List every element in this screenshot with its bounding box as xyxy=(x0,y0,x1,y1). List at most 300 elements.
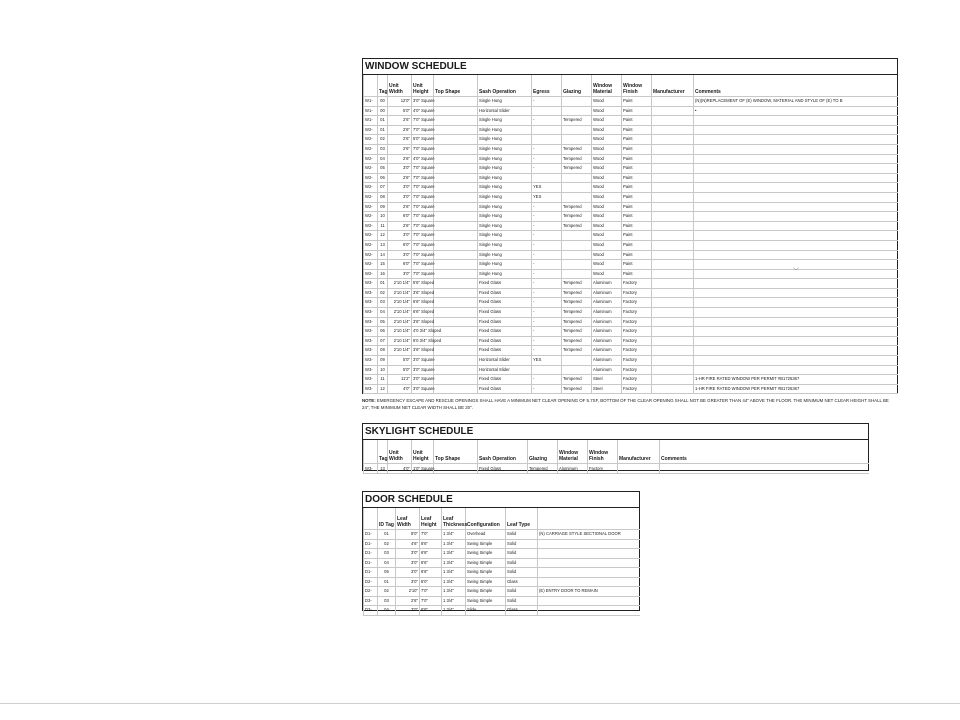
table-cell-tag: 04 xyxy=(378,308,388,318)
table-cell-shape xyxy=(434,240,478,250)
column-header: Glazing xyxy=(562,75,592,97)
table-cell-cmt xyxy=(694,212,898,222)
table-cell-egress: - xyxy=(532,240,562,250)
table-cell-op: Horizontal Slider xyxy=(478,356,532,366)
table-cell-w: 2'10 1/4" xyxy=(388,288,412,298)
table-cell-w: 3'0" xyxy=(396,549,420,559)
table-cell-op: Single Hung xyxy=(478,231,532,241)
table-cell-glaz: Tempered xyxy=(562,154,592,164)
table-cell-mfr xyxy=(652,231,694,241)
table-cell-id: W2- xyxy=(364,183,378,193)
table-cell-mfr xyxy=(652,125,694,135)
table-cell-type: Solid xyxy=(506,568,538,578)
table-cell-shape xyxy=(434,116,478,126)
column-header xyxy=(364,508,378,530)
table-cell-h: 7'0" Square xyxy=(412,231,434,241)
table-cell-tag: 03 xyxy=(378,298,388,308)
table-cell-w: 2'6" xyxy=(388,221,412,231)
table-cell-mfr xyxy=(652,356,694,366)
table-row xyxy=(364,144,898,154)
table-cell-op: Single Hung xyxy=(478,144,532,154)
table-row xyxy=(364,596,640,606)
table-cell-shape xyxy=(434,356,478,366)
table-row xyxy=(364,183,898,193)
table-row xyxy=(364,202,898,212)
table-cell-egress: - xyxy=(532,288,562,298)
table-cell-tag: 00 xyxy=(378,106,388,116)
table-cell-tag: 00 xyxy=(378,97,388,107)
column-header: Sash Operation xyxy=(478,75,532,97)
table-cell-egress: YES xyxy=(532,192,562,202)
table-row xyxy=(364,212,898,222)
table-cell-fin: Factory xyxy=(622,346,652,356)
table-cell-mfr xyxy=(652,154,694,164)
table-cell-cfg: Swing Simple xyxy=(466,587,506,597)
table-cell-egress: - xyxy=(532,164,562,174)
table-cell-cmt: 1-HR FIRE RATED WINDOW PER PERMIT #B1725367 xyxy=(694,384,898,394)
table-cell-tag: 13 xyxy=(378,240,388,250)
window-schedule-title: WINDOW SCHEDULE xyxy=(363,59,897,75)
table-cell-egress: - xyxy=(532,384,562,394)
table-cell-id: D1- xyxy=(364,539,378,549)
table-cell-id: D2- xyxy=(364,577,378,587)
table-cell-shape xyxy=(434,154,478,164)
column-header: ID Tag xyxy=(378,508,396,530)
table-cell-op: Single Hung xyxy=(478,116,532,126)
table-cell-tag: 05 xyxy=(378,317,388,327)
column-header: Configuration xyxy=(466,508,506,530)
table-cell-shape xyxy=(434,106,478,116)
table-cell-w: 2'10 1/4" xyxy=(388,298,412,308)
table-cell-egress: - xyxy=(532,298,562,308)
table-cell-tag: 08 xyxy=(378,192,388,202)
window-schedule xyxy=(362,58,898,394)
table-cell-glaz xyxy=(562,356,592,366)
table-cell-mat: Aluminum xyxy=(592,317,622,327)
table-cell-op: Single Hung xyxy=(478,240,532,250)
column-header: Manufacturer xyxy=(652,75,694,97)
table-cell-cfg: Swing Simple xyxy=(466,549,506,559)
table-cell-mat: Aluminum xyxy=(592,327,622,337)
table-cell-cmt xyxy=(538,606,640,616)
table-cell-w: 3'0" xyxy=(388,183,412,193)
table-cell-tag: 07 xyxy=(378,183,388,193)
table-row xyxy=(364,327,898,337)
table-cell-type: Glass xyxy=(506,577,538,587)
table-cell-mat: Wood xyxy=(592,212,622,222)
table-cell-w: 2'6" xyxy=(388,116,412,126)
table-cell-glaz xyxy=(562,125,592,135)
table-cell-cfg: Swing Simple xyxy=(466,558,506,568)
table-cell-shape xyxy=(434,231,478,241)
table-cell-id: W2- xyxy=(364,164,378,174)
table-cell-fin: Factory xyxy=(622,336,652,346)
table-cell-shape xyxy=(434,173,478,183)
table-cell-w: 2'10 1/4" xyxy=(388,327,412,337)
table-cell-tag: 01 xyxy=(378,530,396,540)
window-schedule-header-row xyxy=(364,75,898,97)
table-cell-cmt: • xyxy=(694,106,898,116)
table-cell-mat: Wood xyxy=(592,231,622,241)
table-row xyxy=(364,164,898,174)
table-cell-fin: Paint xyxy=(622,135,652,145)
table-row xyxy=(364,558,640,568)
table-row xyxy=(364,336,898,346)
column-header: Tag xyxy=(378,75,388,97)
table-cell-mat: Wood xyxy=(592,173,622,183)
table-row xyxy=(364,530,640,540)
column-header: Unit Width xyxy=(388,440,412,464)
table-cell-op: Fixed Glass xyxy=(478,327,532,337)
table-cell-fin: Paint xyxy=(622,269,652,279)
table-cell-mfr xyxy=(652,260,694,270)
table-cell-id: W2- xyxy=(364,231,378,241)
table-cell-h: 1'0" Square xyxy=(412,464,434,474)
table-cell-cmt xyxy=(538,568,640,578)
table-cell-mat: Wood xyxy=(592,144,622,154)
table-cell-cmt xyxy=(694,192,898,202)
table-cell-type: Solid xyxy=(506,539,538,549)
table-cell-cmt xyxy=(694,288,898,298)
table-cell-type: Solid xyxy=(506,530,538,540)
table-cell-op: Single Hung xyxy=(478,260,532,270)
column-header: Leaf Thickness xyxy=(442,508,466,530)
table-cell-t: 1 3/4" xyxy=(442,568,466,578)
table-cell-cmt xyxy=(538,558,640,568)
column-header xyxy=(538,508,640,530)
table-cell-cmt xyxy=(694,202,898,212)
table-cell-tag: 04 xyxy=(378,558,396,568)
table-cell-h: 6'6" Sloped xyxy=(412,308,434,318)
table-cell-id: D1- xyxy=(364,549,378,559)
table-cell-op: Single Hung xyxy=(478,269,532,279)
table-cell-glaz: Tempered xyxy=(562,346,592,356)
table-cell-glaz: Tempered xyxy=(562,375,592,385)
table-cell-tag: 02 xyxy=(378,587,396,597)
table-cell-id: D1- xyxy=(364,530,378,540)
column-header: Unit Width xyxy=(388,75,412,97)
table-row xyxy=(364,346,898,356)
table-cell-id: W2- xyxy=(364,212,378,222)
table-cell-mfr xyxy=(652,183,694,193)
table-cell-id: W3- xyxy=(364,317,378,327)
table-cell-op: Fixed Glass xyxy=(478,298,532,308)
table-cell-t: 1 3/4" xyxy=(442,577,466,587)
table-cell-cfg: Swing Simple xyxy=(466,577,506,587)
table-cell-tag: 02 xyxy=(378,135,388,145)
table-cell-shape xyxy=(434,288,478,298)
table-cell-glaz: Tempered xyxy=(562,144,592,154)
table-cell-tag: 06 xyxy=(378,173,388,183)
table-cell-cmt xyxy=(694,221,898,231)
table-cell-tag: 08 xyxy=(378,346,388,356)
table-cell-cmt: (N)(N)REPLACEMENT OF (E) WINDOW, MATERIAL AND STYLE OF (E) TO B xyxy=(694,97,898,107)
table-row xyxy=(364,317,898,327)
note-label: NOTE: xyxy=(362,398,376,403)
table-cell-egress: - xyxy=(532,212,562,222)
table-cell-glaz xyxy=(562,231,592,241)
table-cell-shape xyxy=(434,298,478,308)
table-cell-glaz xyxy=(562,250,592,260)
table-cell-op: Fixed Glass xyxy=(478,308,532,318)
table-cell-egress: YES xyxy=(532,183,562,193)
table-cell-w: 2'6" xyxy=(388,154,412,164)
table-cell-h: 3'0" Square xyxy=(412,356,434,366)
table-cell-cmt xyxy=(694,183,898,193)
table-cell-shape xyxy=(434,384,478,394)
table-cell-glaz: Tempered xyxy=(562,298,592,308)
table-cell-op: Fixed Glass xyxy=(478,317,532,327)
table-cell-type: Solid xyxy=(506,587,538,597)
table-cell-tag: 05 xyxy=(378,568,396,578)
table-cell-mfr xyxy=(652,144,694,154)
table-cell-cmt: 1-HR FIRE RATED WINDOW PER PERMIT #B1725367 xyxy=(694,375,898,385)
table-cell-fin: Factory xyxy=(622,384,652,394)
table-cell-fin: Factory xyxy=(622,298,652,308)
table-cell-w: 5'0" xyxy=(388,356,412,366)
table-cell-w: 3'0" xyxy=(396,558,420,568)
table-cell-h: 6'8" xyxy=(420,606,442,616)
table-cell-mat: Wood xyxy=(592,260,622,270)
table-cell-shape xyxy=(434,212,478,222)
table-cell-type: Solid xyxy=(506,596,538,606)
table-cell-cmt xyxy=(694,336,898,346)
table-cell-h: 7'0" Square xyxy=(412,269,434,279)
table-cell-cfg: Slide xyxy=(466,606,506,616)
table-cell-fin: Paint xyxy=(622,221,652,231)
table-cell-h: 7'0" Square xyxy=(412,125,434,135)
table-cell-h: 5'6" Sloped xyxy=(412,279,434,289)
table-row xyxy=(364,464,869,474)
table-cell-mfr xyxy=(652,384,694,394)
table-cell-h: 3'0" Square xyxy=(412,97,434,107)
table-cell-mat: Aluminum xyxy=(558,464,588,474)
table-cell-w: 2'6" xyxy=(388,144,412,154)
table-cell-w: 3'0" xyxy=(388,269,412,279)
table-cell-tag: 01 xyxy=(378,125,388,135)
table-cell-glaz xyxy=(562,135,592,145)
table-cell-fin: Factory xyxy=(622,375,652,385)
table-cell-id: W2- xyxy=(364,154,378,164)
table-row xyxy=(364,288,898,298)
table-cell-tag: 05 xyxy=(378,164,388,174)
table-cell-egress: - xyxy=(532,279,562,289)
table-cell-w: 3'0" xyxy=(388,192,412,202)
table-cell-h: 7'0" Square xyxy=(412,144,434,154)
table-cell-op: Single Hung xyxy=(478,192,532,202)
table-cell-id: W3- xyxy=(364,279,378,289)
table-cell-mfr xyxy=(652,346,694,356)
table-cell-mfr xyxy=(652,164,694,174)
table-cell-shape xyxy=(434,464,478,474)
table-cell-cmt xyxy=(694,250,898,260)
table-cell-shape xyxy=(434,317,478,327)
table-cell-mfr xyxy=(652,327,694,337)
window-schedule-table xyxy=(363,75,898,394)
table-cell-w: 2'10 1/4" xyxy=(388,346,412,356)
table-cell-tag: 16 xyxy=(378,269,388,279)
table-cell-mfr xyxy=(652,240,694,250)
table-cell-tag: 04 xyxy=(378,154,388,164)
column-header: Comments xyxy=(694,75,898,97)
table-cell-cmt xyxy=(538,549,640,559)
table-cell-cmt: (E) ENTRY DOOR TO REMAIN xyxy=(538,587,640,597)
table-cell-id: W3- xyxy=(364,365,378,375)
table-cell-h: 7'0" Square xyxy=(412,164,434,174)
table-cell-fin: Paint xyxy=(622,183,652,193)
table-cell-type: Glass xyxy=(506,606,538,616)
table-cell-egress: - xyxy=(532,202,562,212)
table-cell-shape xyxy=(434,97,478,107)
table-cell-id: W1- xyxy=(364,97,378,107)
table-cell-tag: 06 xyxy=(378,327,388,337)
table-cell-shape xyxy=(434,346,478,356)
table-row xyxy=(364,125,898,135)
table-cell-h: 3'6" Sloped xyxy=(412,288,434,298)
table-cell-op: Fixed Glass xyxy=(478,464,528,474)
table-cell-mat: Wood xyxy=(592,116,622,126)
table-cell-mat: Wood xyxy=(592,269,622,279)
table-cell-fin: Factory xyxy=(622,356,652,366)
table-cell-h: 8'6" xyxy=(420,539,442,549)
table-row xyxy=(364,384,898,394)
table-cell-glaz: Tempered xyxy=(562,308,592,318)
table-cell-w: 2'10 1/4" xyxy=(388,279,412,289)
table-cell-tag: 15 xyxy=(378,260,388,270)
table-cell-id: W1- xyxy=(364,106,378,116)
table-cell-h: 7'0" Square xyxy=(412,183,434,193)
table-cell-cfg: Swing Simple xyxy=(466,568,506,578)
table-cell-w: 3'0" xyxy=(388,231,412,241)
table-cell-type: Solid xyxy=(506,549,538,559)
table-cell-op: Single Hung xyxy=(478,125,532,135)
table-cell-cmt xyxy=(660,464,869,474)
table-cell-id: W2- xyxy=(364,269,378,279)
table-cell-fin: Paint xyxy=(622,240,652,250)
table-cell-id: W2- xyxy=(364,144,378,154)
table-cell-cmt xyxy=(694,346,898,356)
column-header: Comments xyxy=(660,440,869,464)
table-cell-shape xyxy=(434,250,478,260)
table-cell-h: 8'6" xyxy=(420,558,442,568)
table-cell-op: Single Hung xyxy=(478,97,532,107)
skylight-schedule-table xyxy=(363,440,869,474)
table-cell-id: D1- xyxy=(364,558,378,568)
table-cell-tag: 09 xyxy=(378,202,388,212)
table-cell-tag: 11 xyxy=(378,221,388,231)
column-header: Manufacturer xyxy=(618,440,660,464)
table-cell-t: 1 3/4" xyxy=(442,539,466,549)
table-cell-h: 7'0" Square xyxy=(412,240,434,250)
column-header: Leaf Width xyxy=(396,508,420,530)
table-cell-cmt xyxy=(694,279,898,289)
table-row xyxy=(364,154,898,164)
table-cell-shape xyxy=(434,365,478,375)
table-cell-shape xyxy=(434,202,478,212)
table-row xyxy=(364,97,898,107)
table-cell-tag: 01 xyxy=(378,116,388,126)
table-cell-egress: - xyxy=(532,260,562,270)
table-row xyxy=(364,250,898,260)
column-header xyxy=(364,75,378,97)
table-cell-shape xyxy=(434,260,478,270)
table-cell-cmt xyxy=(538,596,640,606)
column-header: Top Shape xyxy=(434,75,478,97)
table-cell-glaz xyxy=(562,260,592,270)
table-cell-w: 2'6" xyxy=(388,135,412,145)
table-cell-mat: Wood xyxy=(592,192,622,202)
table-cell-id: W1- xyxy=(364,116,378,126)
table-cell-h: 7'0" Square xyxy=(412,192,434,202)
table-cell-cmt: (N) CARRIAGE STYLE SECTIONAL DOOR xyxy=(538,530,640,540)
table-cell-id: W2- xyxy=(364,221,378,231)
table-cell-w: 6'0" xyxy=(388,212,412,222)
table-cell-t: 1 3/4" xyxy=(442,606,466,616)
table-cell-mfr xyxy=(652,202,694,212)
table-cell-id: D3- xyxy=(364,596,378,606)
table-row xyxy=(364,192,898,202)
table-row xyxy=(364,365,898,375)
table-cell-glaz: Tempered xyxy=(562,317,592,327)
table-cell-cmt xyxy=(694,240,898,250)
table-cell-h: 7'0" Square xyxy=(412,202,434,212)
table-cell-tag: 13 xyxy=(378,464,388,474)
table-cell-h: 7'0" xyxy=(420,587,442,597)
skylight-schedule-header-row xyxy=(364,440,869,464)
table-cell-mat: Wood xyxy=(592,183,622,193)
table-cell-w: 2'6" xyxy=(388,125,412,135)
table-cell-tag: 02 xyxy=(378,539,396,549)
table-cell-egress: - xyxy=(532,221,562,231)
table-cell-tag: 10 xyxy=(378,365,388,375)
door-schedule xyxy=(362,491,640,611)
table-cell-tag: 12 xyxy=(378,384,388,394)
table-cell-egress: - xyxy=(532,346,562,356)
table-cell-id: W3- xyxy=(364,346,378,356)
table-cell-mfr xyxy=(652,288,694,298)
table-cell-fin: Paint xyxy=(622,106,652,116)
table-cell-op: Single Hung xyxy=(478,173,532,183)
table-row xyxy=(364,549,640,559)
table-cell-mfr xyxy=(652,97,694,107)
table-cell-id: W3- xyxy=(364,356,378,366)
page-divider xyxy=(0,703,960,704)
table-cell-cmt xyxy=(694,116,898,126)
table-cell-shape xyxy=(434,192,478,202)
table-cell-h: 4'0 3/4" Sloped xyxy=(412,327,434,337)
table-cell-shape xyxy=(434,183,478,193)
table-cell-tag: 03 xyxy=(378,549,396,559)
table-cell-mfr xyxy=(652,221,694,231)
table-row xyxy=(364,606,640,616)
column-header: Egress xyxy=(532,75,562,97)
table-cell-id: W2- xyxy=(364,125,378,135)
table-cell-op: Single Hung xyxy=(478,164,532,174)
table-cell-op: Single Hung xyxy=(478,183,532,193)
table-cell-op: Fixed Glass xyxy=(478,288,532,298)
table-row xyxy=(364,260,898,270)
table-cell-fin: Paint xyxy=(622,116,652,126)
table-cell-fin: Factory xyxy=(622,288,652,298)
table-cell-mat: Wood xyxy=(592,240,622,250)
table-cell-mfr xyxy=(652,308,694,318)
table-cell-cmt xyxy=(694,327,898,337)
table-cell-op: Single Hung xyxy=(478,135,532,145)
table-cell-glaz: Tempered xyxy=(562,212,592,222)
table-cell-id: W3- xyxy=(364,327,378,337)
column-header: Unit Height xyxy=(412,440,434,464)
table-cell-mfr xyxy=(652,365,694,375)
